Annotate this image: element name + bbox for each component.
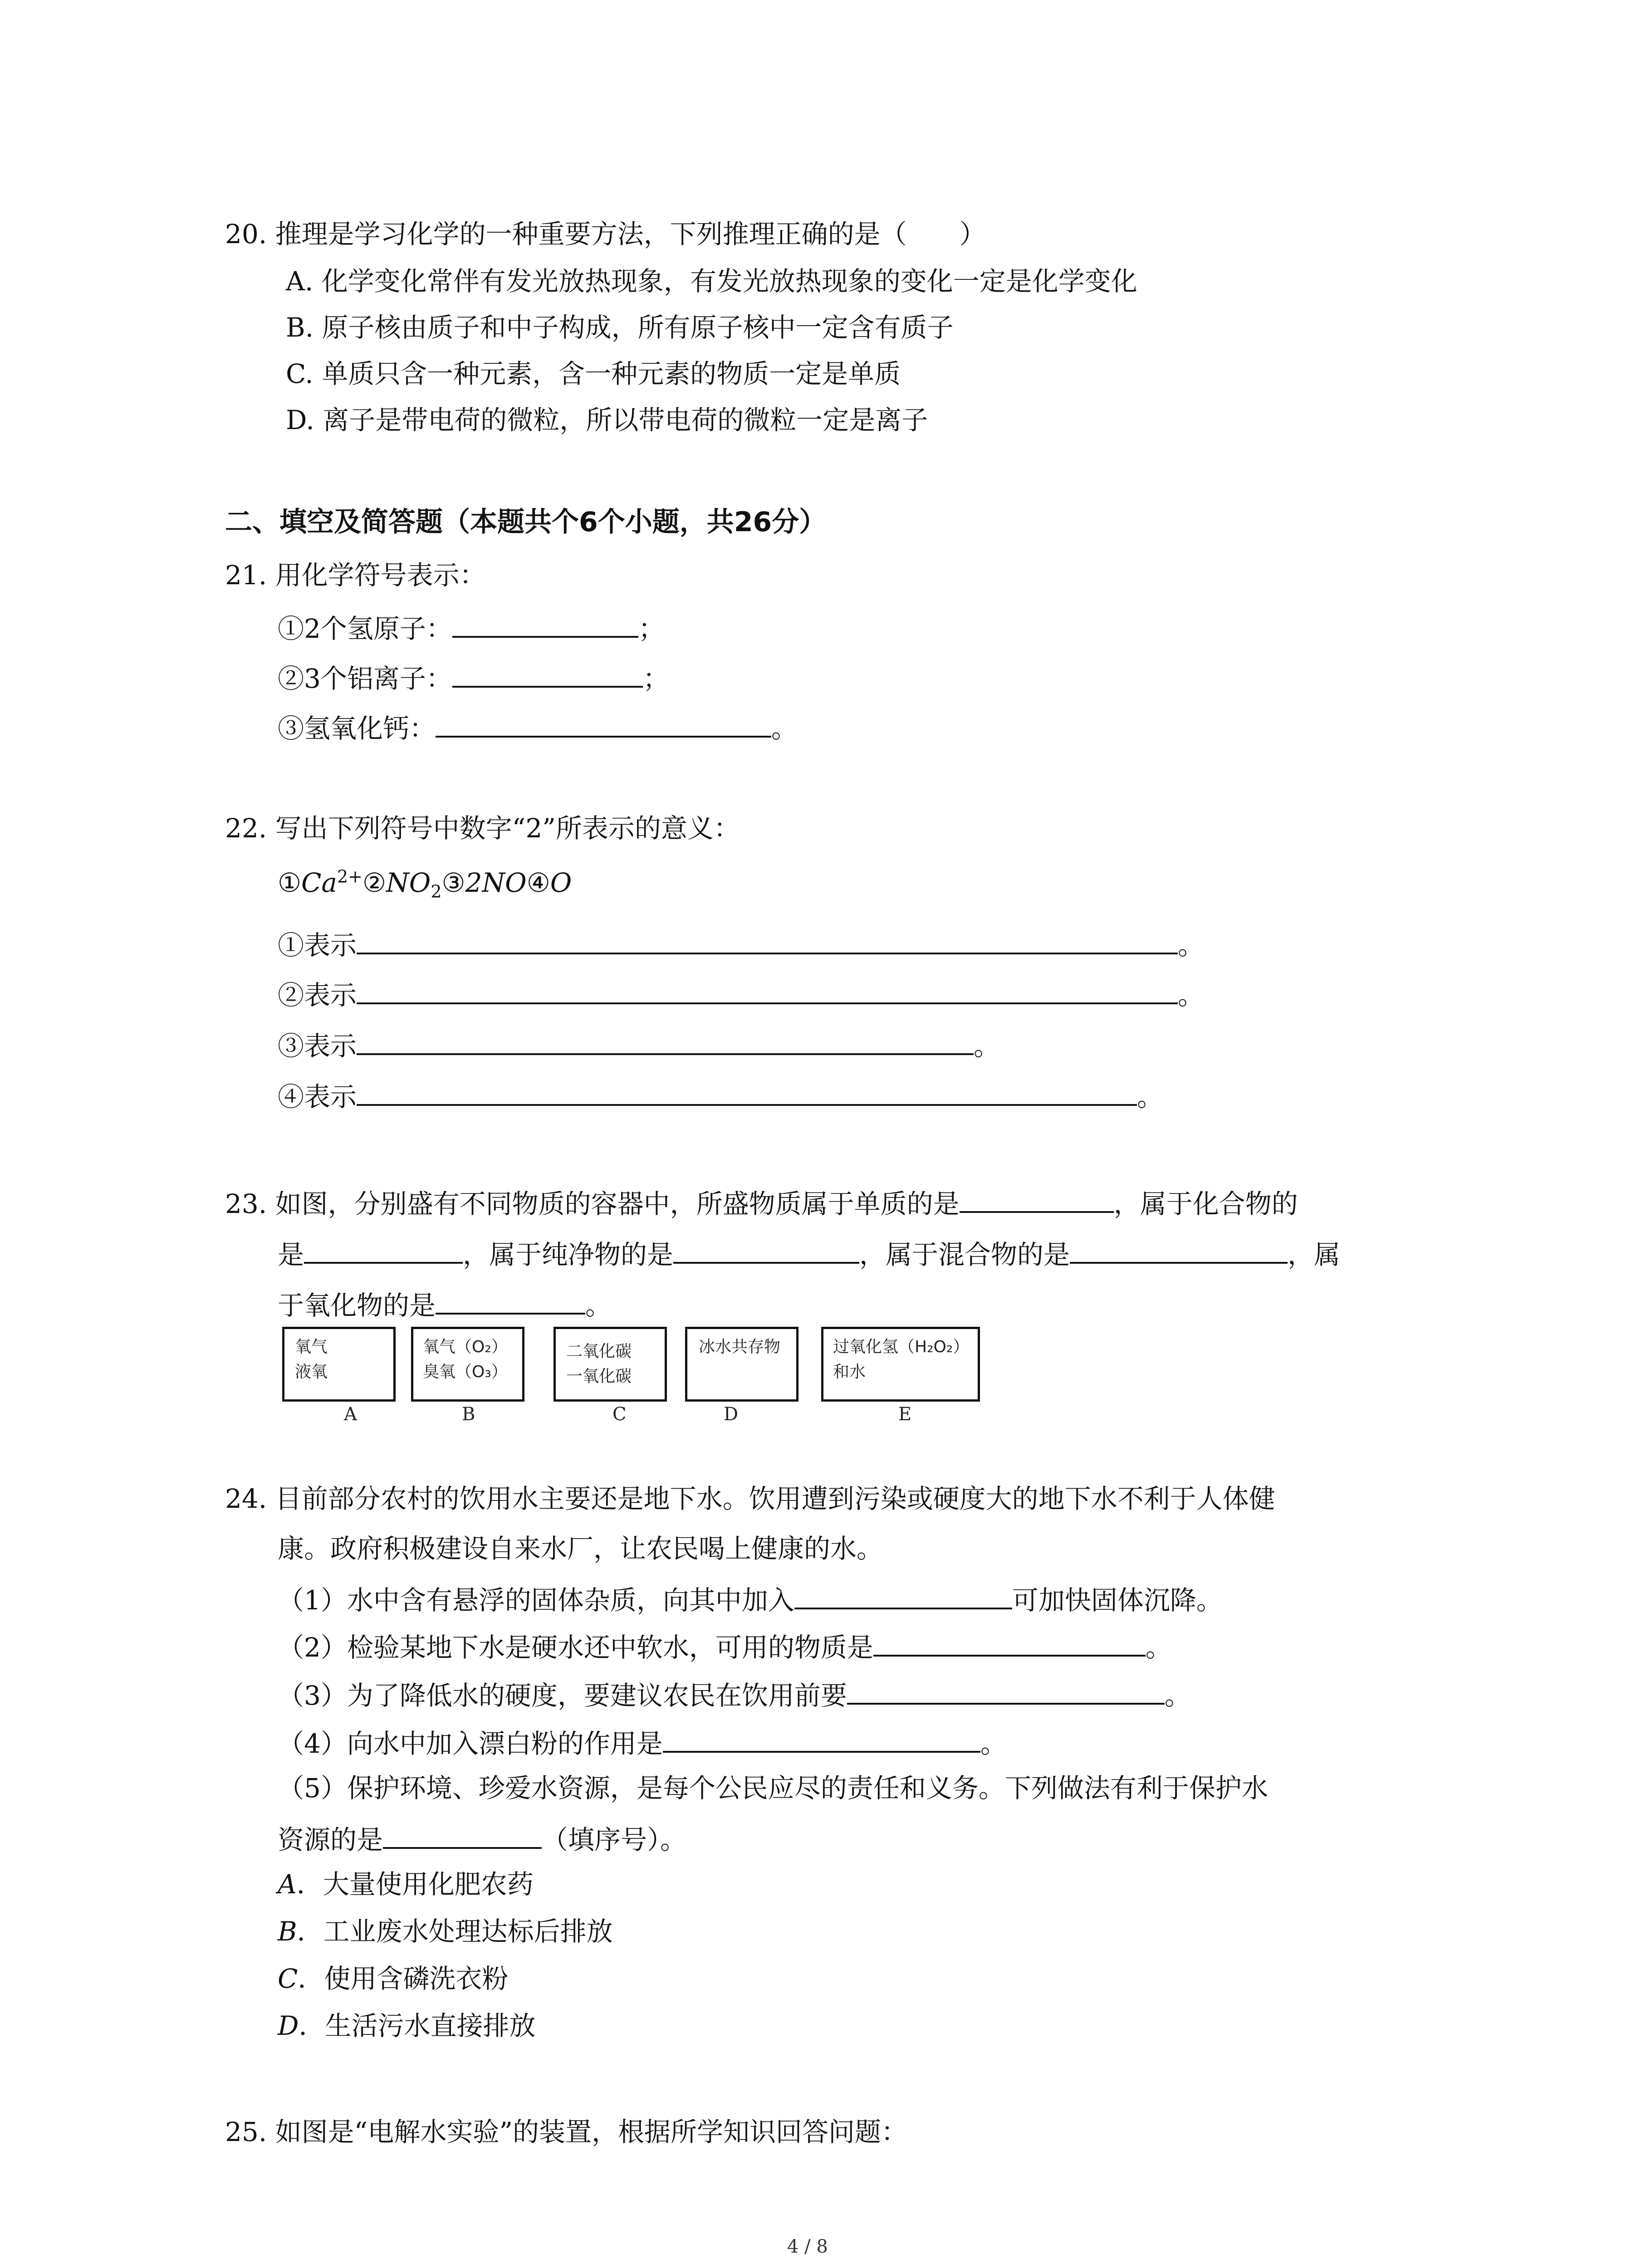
- q20-option-a: A. 化学变化常伴有发光放热现象，有发光放热现象的变化一定是化学变化: [286, 266, 1137, 297]
- answer-blank[interactable]: [452, 659, 643, 688]
- q24-part-4: （4）向水中加入漂白粉的作用是 。: [278, 1724, 1007, 1760]
- box-c-line-1: 二氧化碳: [566, 1342, 632, 1361]
- section-heading: 二、填空及简答题（本题共个6个小题，共26分）: [225, 506, 827, 538]
- q20-option-c: C. 单质只含一种元素，含一种元素的物质一定是单质: [286, 358, 901, 389]
- answer-blank-oxide[interactable]: [436, 1286, 585, 1315]
- box-e-line-1: 过氧化氢（H₂O₂）: [833, 1338, 970, 1356]
- q24-option-d: D．生活污水直接排放: [278, 2010, 536, 2041]
- box-b-line-2: 臭氧（O₃）: [423, 1363, 508, 1381]
- q22-item-4: ④表示 。: [278, 1077, 1163, 1113]
- q22-symbols: $①Ca^{2+}②NO_2③2NO④O$: [278, 866, 572, 902]
- box-a-line-1: 氧气: [295, 1338, 328, 1356]
- q24-line-1: 24. 目前部分农村的饮用水主要还是地下水。饮用遭到污染或硬度大的地下水不利于人体健: [225, 1483, 1275, 1514]
- box-b-label: B: [462, 1404, 475, 1425]
- q21-stem: 21. 用化学符号表示：: [225, 560, 486, 591]
- box-d-line-1: 冰水共存物: [699, 1338, 781, 1356]
- q24-option-b: B．工业废水处理达标后排放: [278, 1916, 613, 1947]
- answer-blank-compound[interactable]: [304, 1235, 463, 1264]
- container-box-c: [554, 1327, 667, 1402]
- q24-part-5-cont: 资源的是 （填序号）。: [278, 1820, 686, 1856]
- answer-blank[interactable]: [794, 1580, 1012, 1609]
- q23-line-2: 是 ，属于纯净物的是 ，属于混合物的是 ，属: [278, 1235, 1340, 1271]
- q21-item-1: ①2个氢原子： ；: [278, 609, 665, 645]
- q23-line-1: 23. 如图，分别盛有不同物质的容器中，所盛物质属于单质的是 ，属于化合物的: [225, 1184, 1298, 1220]
- q22-item-2: ②表示 。: [278, 975, 1204, 1012]
- q24-part-1: （1）水中含有悬浮的固体杂质，向其中加入 可加快固体沉降。: [278, 1580, 1223, 1617]
- answer-blank[interactable]: [357, 1077, 1137, 1106]
- answer-blank[interactable]: [847, 1676, 1165, 1705]
- box-e-label: E: [898, 1404, 912, 1425]
- answer-blank[interactable]: [452, 609, 638, 638]
- box-a-label: A: [344, 1404, 357, 1425]
- box-e-line-2: 和水: [833, 1363, 866, 1381]
- q24-option-c: C．使用含磷洗衣粉: [278, 1963, 509, 1994]
- q22-item-1: ①表示 。: [278, 925, 1204, 962]
- answer-blank-element[interactable]: [960, 1184, 1114, 1213]
- q23-line-3: 于氧化物的是 。: [278, 1286, 612, 1322]
- q25-stem: 25. 如图是“电解水实验”的装置，根据所学知识回答问题：: [225, 2116, 907, 2147]
- q24-part-5: （5）保护环境、珍爱水资源，是每个公民应尽的责任和义务。下列做法有利于保护水: [278, 1773, 1268, 1804]
- q24-part-3: （3）为了降低水的硬度，要建议农民在饮用前要 。: [278, 1676, 1191, 1712]
- box-a-line-2: 液氧: [295, 1363, 328, 1381]
- answer-blank[interactable]: [436, 709, 771, 738]
- answer-blank[interactable]: [873, 1628, 1146, 1657]
- answer-blank[interactable]: [357, 1026, 974, 1055]
- q24-part-2: （2）检验某地下水是硬水还中软水，可用的物质是 。: [278, 1628, 1172, 1664]
- answer-blank[interactable]: [383, 1820, 542, 1849]
- q24-line-2: 康。政府积极建设自来水厂，让农民喝上健康的水。: [278, 1533, 883, 1564]
- box-c-line-2: 一氧化碳: [566, 1367, 632, 1386]
- answer-blank[interactable]: [663, 1724, 980, 1753]
- q22-stem: 22. 写出下列符号中数字“2”所表示的意义：: [225, 813, 740, 844]
- answer-blank[interactable]: [357, 925, 1178, 954]
- q20-stem: 20. 推理是学习化学的一种重要方法，下列推理正确的是（ ）: [225, 219, 986, 249]
- q20-option-d: D. 离子是带电荷的微粒，所以带电荷的微粒一定是离子: [286, 405, 928, 435]
- box-d-label: D: [724, 1404, 739, 1425]
- answer-blank-pure[interactable]: [673, 1235, 859, 1264]
- answer-blank[interactable]: [357, 975, 1178, 1004]
- q20-option-b: B. 原子核由质子和中子构成，所有原子核中一定含有质子: [286, 312, 954, 343]
- box-b-line-1: 氧气（O₂）: [423, 1338, 508, 1356]
- box-c-label: C: [612, 1404, 627, 1425]
- q22-item-3: ③表示 。: [278, 1026, 1000, 1062]
- page-number: 4 / 8: [787, 2236, 828, 2257]
- q21-item-2: ②3个铝离子： ；: [278, 659, 669, 695]
- q24-option-a: A．大量使用化肥农药: [278, 1869, 534, 1900]
- q21-item-3: ③氢氧化钙： 。: [278, 709, 798, 745]
- answer-blank-mixture[interactable]: [1070, 1235, 1288, 1264]
